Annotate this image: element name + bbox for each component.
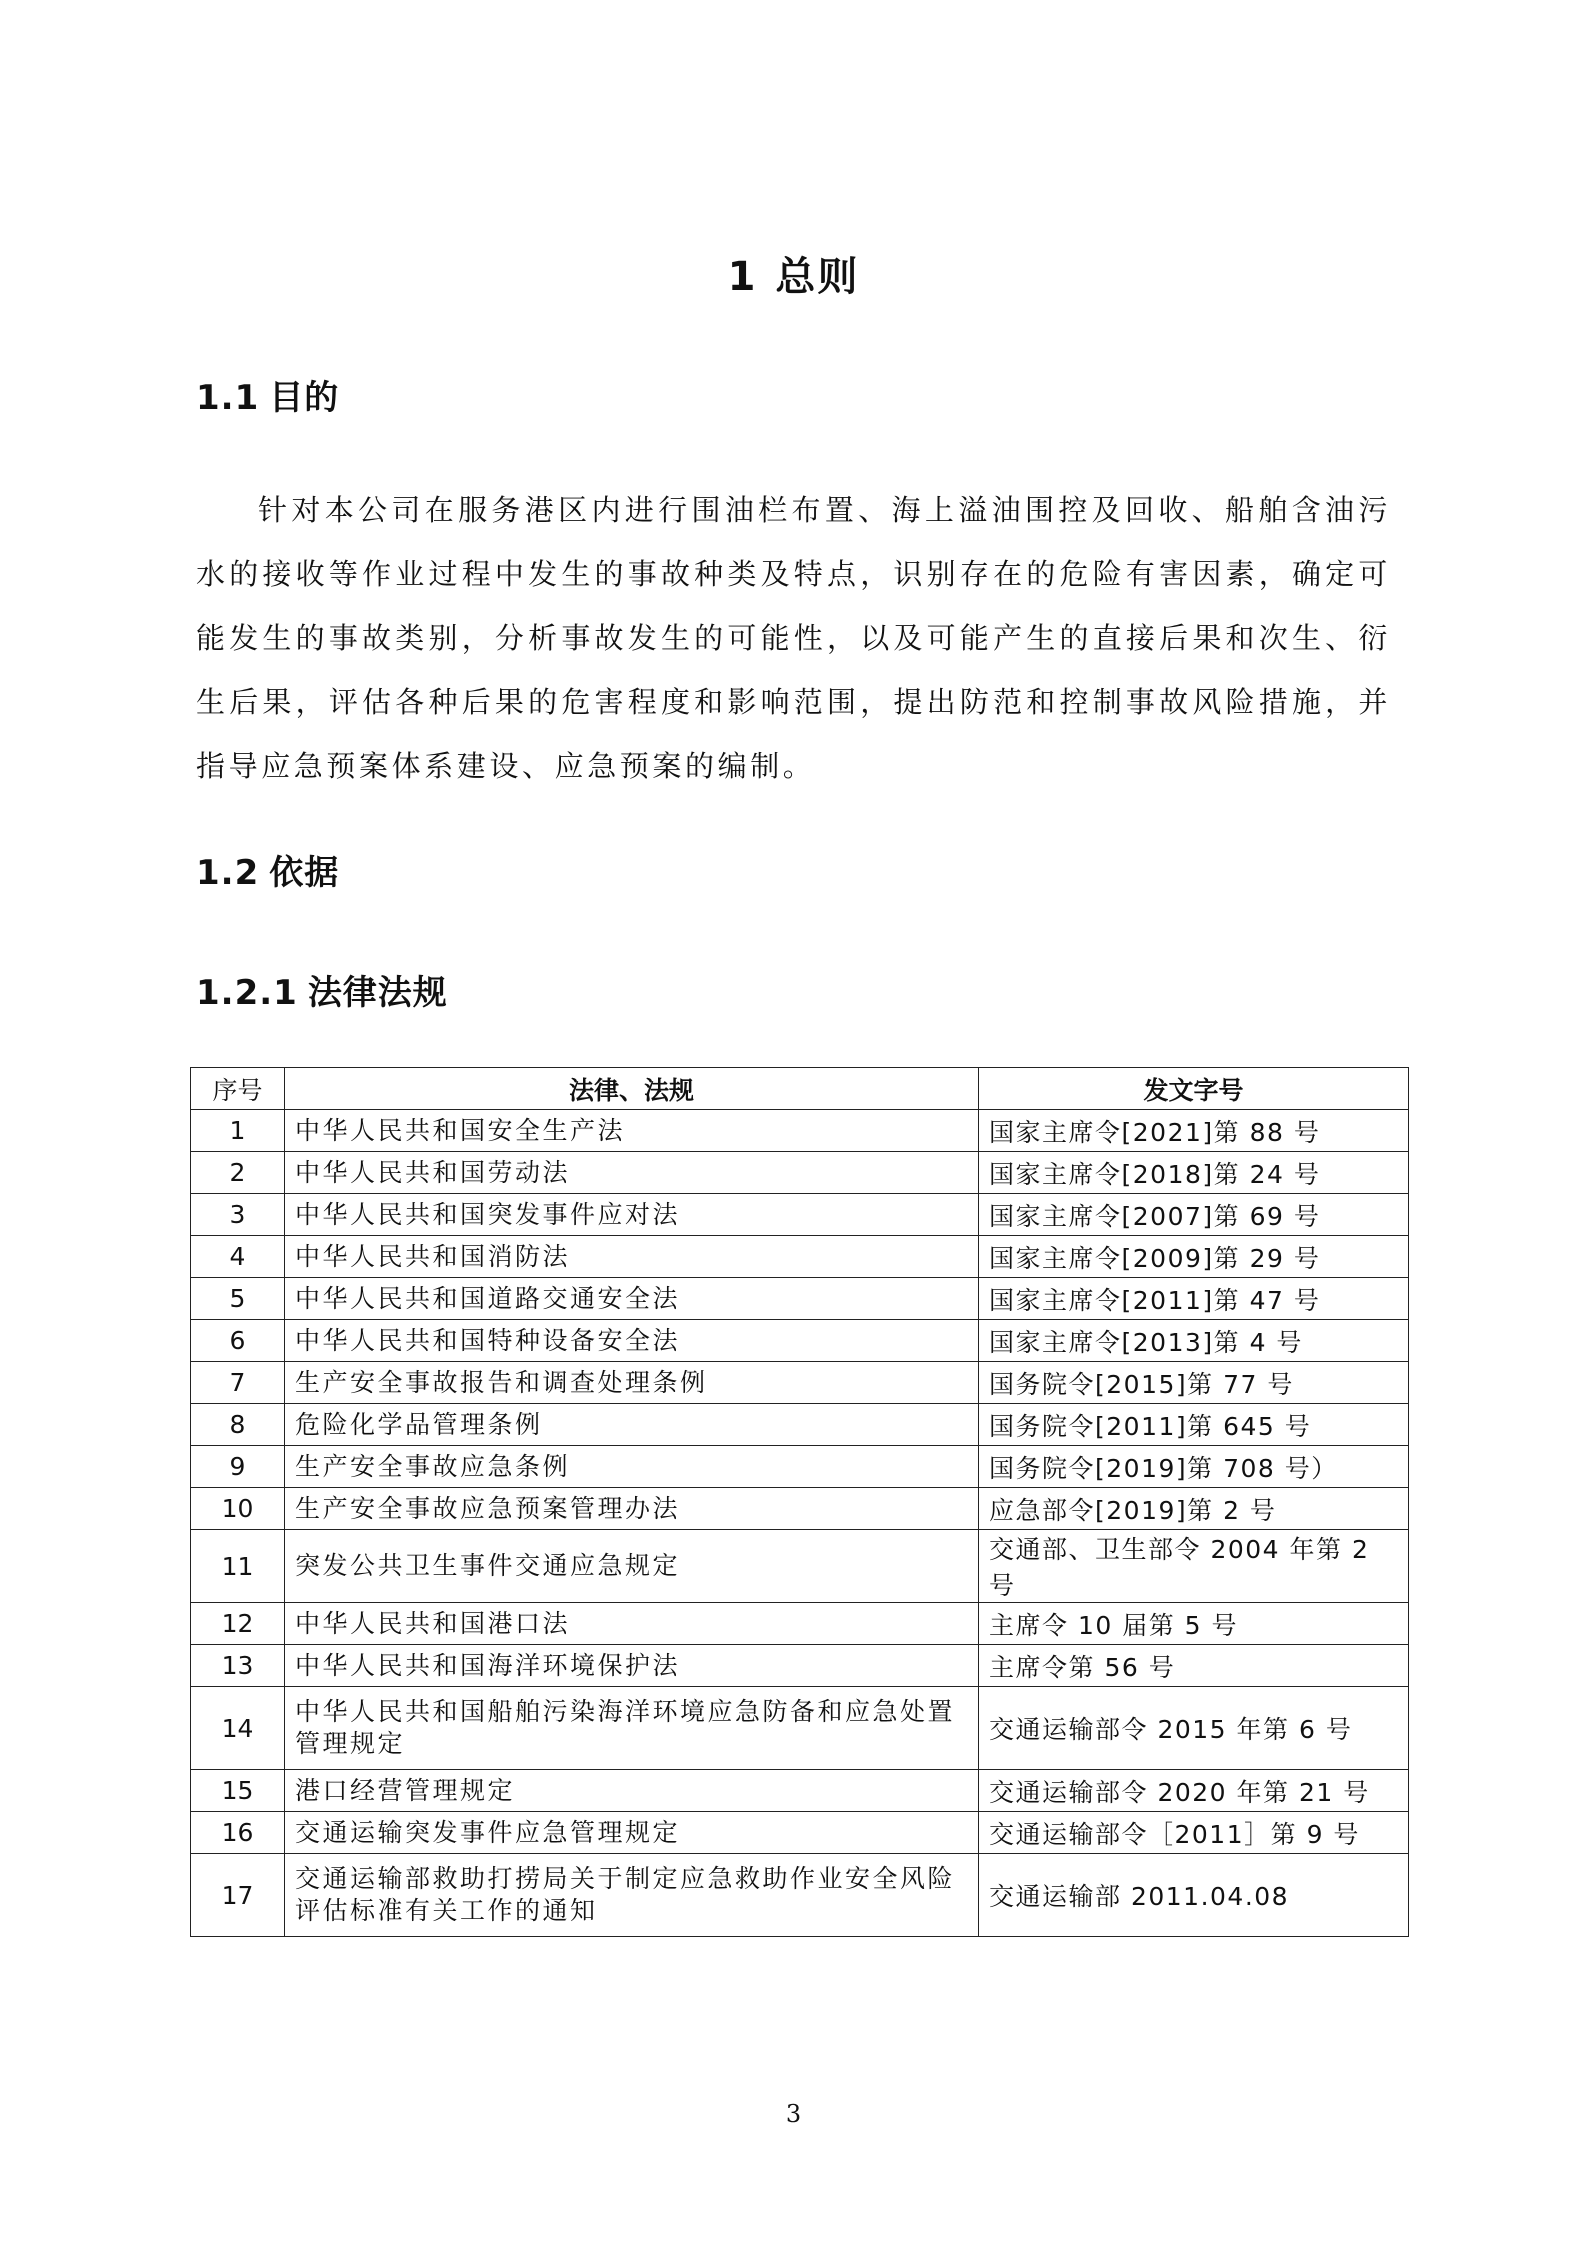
table-header-row [191, 1068, 1409, 1110]
table-row [191, 1362, 1409, 1404]
row-number-cell: 12 [191, 1603, 285, 1645]
table-row [191, 1278, 1409, 1320]
doc-number-cell: 国家主席令[2018]第 24 号 [979, 1152, 1409, 1194]
law-name-cell: 港口经营管理规定 [285, 1770, 979, 1812]
row-number-cell: 15 [191, 1770, 285, 1812]
law-name-cell: 生产安全事故应急条例 [285, 1446, 979, 1488]
law-name-cell: 交通运输部救助打捞局关于制定应急救助作业安全风险评估标准有关工作的通知 [285, 1854, 979, 1937]
chapter-title [0, 245, 1587, 302]
table-row [191, 1812, 1409, 1854]
doc-number-cell: 应急部令[2019]第 2 号 [979, 1488, 1409, 1530]
row-number-cell: 13 [191, 1645, 285, 1687]
law-name-cell: 中华人民共和国劳动法 [285, 1152, 979, 1194]
page-number: 3 [785, 2100, 802, 2128]
law-name-cell: 危险化学品管理条例 [285, 1404, 979, 1446]
row-number-cell: 6 [191, 1320, 285, 1362]
law-name-cell: 中华人民共和国船舶污染海洋环境应急防备和应急处置管理规定 [285, 1687, 979, 1770]
row-number-cell: 10 [191, 1488, 285, 1530]
section-number: 1.1 [196, 378, 260, 418]
column-header-number: 序号 [191, 1068, 285, 1110]
row-number-cell: 14 [191, 1687, 285, 1770]
section-title: 目的 [269, 378, 340, 418]
doc-number-cell: 国务院令[2011]第 645 号 [979, 1404, 1409, 1446]
column-header-law: 法律、法规 [285, 1068, 979, 1110]
row-number-cell: 3 [191, 1194, 285, 1236]
row-number-cell: 1 [191, 1110, 285, 1152]
row-number-cell: 2 [191, 1152, 285, 1194]
law-name-cell: 中华人民共和国安全生产法 [285, 1110, 979, 1152]
law-name-cell: 突发公共卫生事件交通应急规定 [285, 1530, 979, 1603]
doc-number-cell: 国务院令[2015]第 77 号 [979, 1362, 1409, 1404]
table-row [191, 1770, 1409, 1812]
chapter-number: 1 [727, 254, 758, 300]
law-name-cell: 中华人民共和国道路交通安全法 [285, 1278, 979, 1320]
law-name-cell: 生产安全事故应急预案管理办法 [285, 1488, 979, 1530]
doc-number-cell: 交通运输部令 2020 年第 21 号 [979, 1770, 1409, 1812]
doc-number-cell: 交通运输部令 2015 年第 6 号 [979, 1687, 1409, 1770]
section-heading-basis [196, 845, 339, 894]
table-row [191, 1152, 1409, 1194]
table-row [191, 1194, 1409, 1236]
row-number-cell: 11 [191, 1530, 285, 1603]
law-name-cell: 交通运输突发事件应急管理规定 [285, 1812, 979, 1854]
table-row [191, 1687, 1409, 1770]
section-number: 1.2 [196, 853, 260, 893]
row-number-cell: 4 [191, 1236, 285, 1278]
table-row [191, 1488, 1409, 1530]
law-name-cell: 中华人民共和国港口法 [285, 1603, 979, 1645]
table-row [191, 1320, 1409, 1362]
doc-number-cell: 国家主席令[2011]第 47 号 [979, 1278, 1409, 1320]
laws-table [190, 1067, 1409, 1937]
row-number-cell: 7 [191, 1362, 285, 1404]
table-row [191, 1603, 1409, 1645]
law-name-cell: 中华人民共和国特种设备安全法 [285, 1320, 979, 1362]
purpose-paragraph: 针对本公司在服务港区内进行围油栏布置、海上溢油围控及回收、船舶含油污水的接收等作业过程中发生的事故种类及特点，识别存在的危险有害因素，确定可能发生的事故类别，分析事故发生的可能性，以及可能产生的直接后果和次生、衍生后果，评估各种后果的危害程度和影响范围，提出防范和控制事故风险措施，并指导应急预案体系建设、应急预案的编制。 [196, 493, 1391, 783]
law-name-cell: 中华人民共和国突发事件应对法 [285, 1194, 979, 1236]
row-number-cell: 5 [191, 1278, 285, 1320]
table-row [191, 1404, 1409, 1446]
subsection-title: 法律法规 [307, 973, 448, 1013]
row-number-cell: 8 [191, 1404, 285, 1446]
section-title: 依据 [269, 853, 340, 893]
subsection-heading-laws [196, 965, 448, 1014]
law-name-cell: 中华人民共和国海洋环境保护法 [285, 1645, 979, 1687]
doc-number-cell: 交通运输部 2011.04.08 [979, 1854, 1409, 1937]
table-row [191, 1446, 1409, 1488]
doc-number-cell: 国家主席令[2013]第 4 号 [979, 1320, 1409, 1362]
table-row [191, 1236, 1409, 1278]
doc-number-cell: 国家主席令[2021]第 88 号 [979, 1110, 1409, 1152]
doc-number-cell: 交通运输部令［2011］第 9 号 [979, 1812, 1409, 1854]
row-number-cell: 16 [191, 1812, 285, 1854]
table-row [191, 1854, 1409, 1937]
doc-number-cell: 交通部、卫生部令 2004 年第 2 号 [979, 1530, 1409, 1603]
law-name-cell: 中华人民共和国消防法 [285, 1236, 979, 1278]
row-number-cell: 17 [191, 1854, 285, 1937]
row-number-cell: 9 [191, 1446, 285, 1488]
chapter-title-text: 总则 [775, 254, 860, 300]
section-heading-purpose [196, 370, 339, 419]
doc-number-cell: 主席令第 56 号 [979, 1645, 1409, 1687]
doc-number-cell: 国家主席令[2007]第 69 号 [979, 1194, 1409, 1236]
table-row [191, 1530, 1409, 1603]
law-name-cell: 生产安全事故报告和调查处理条例 [285, 1362, 979, 1404]
table-row [191, 1110, 1409, 1152]
table-row [191, 1645, 1409, 1687]
doc-number-cell: 主席令 10 届第 5 号 [979, 1603, 1409, 1645]
subsection-number: 1.2.1 [196, 973, 298, 1013]
column-header-doc-number: 发文字号 [979, 1068, 1409, 1110]
doc-number-cell: 国务院令[2019]第 708 号） [979, 1446, 1409, 1488]
doc-number-cell: 国家主席令[2009]第 29 号 [979, 1236, 1409, 1278]
laws-table-body [191, 1110, 1409, 1937]
